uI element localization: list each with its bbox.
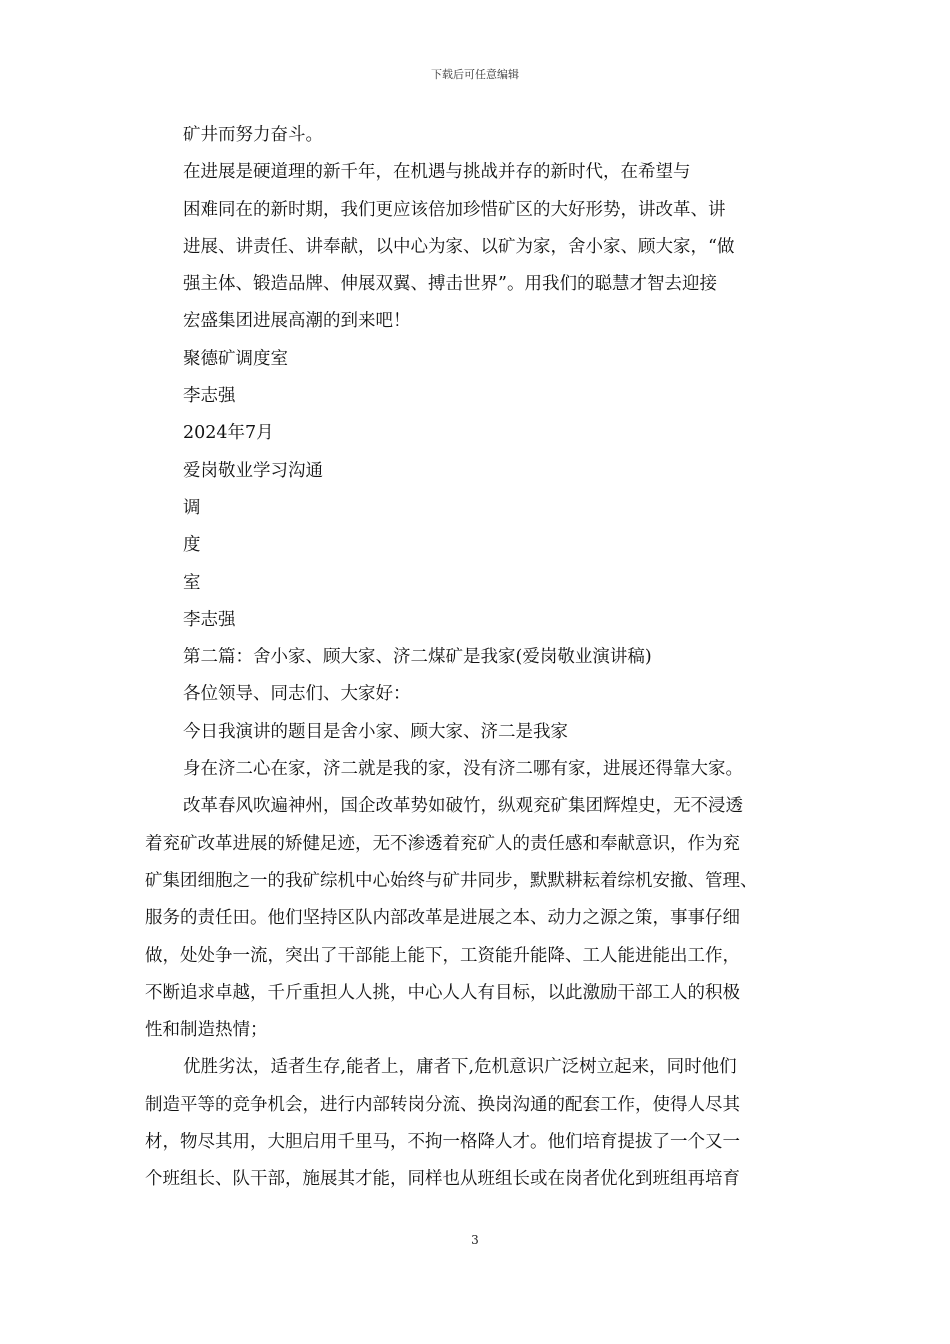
text-line: 困难同在的新时期，我们更应该倍加珍惜矿区的大好形势，讲改革、讲 [183, 199, 726, 220]
text-line: 性和制造热情； [145, 1020, 268, 1041]
text-line: 身在济二心在家，济二就是我的家，没有济二哪有家，进展还得靠大家。 [183, 759, 743, 780]
text-line: 李志强 [183, 609, 236, 630]
text-line: 制造平等的竞争机会，进行内部转岗分流、换岗沟通的配套工作，使得人尽其 [145, 1094, 740, 1115]
text-line: 做，处处争一流，突出了干部能上能下，工资能升能降、工人能进能出工作， [145, 945, 740, 966]
text-line: 第二篇：舍小家、顾大家、济二煤矿是我家(爱岗敬业演讲稿) [183, 647, 652, 668]
text-line: 爱岗敬业学习沟通 [183, 460, 323, 481]
text-line: 在进展是硬道理的新千年，在机遇与挑战并存的新时代，在希望与 [183, 162, 691, 183]
text-line: 2024年7月 [183, 423, 274, 444]
page-number: 3 [471, 1233, 479, 1247]
text-line: 室 [183, 572, 201, 593]
text-line: 强主体、锻造品牌、伸展双翼、搏击世界”。用我们的聪慧才智去迎接 [183, 274, 717, 295]
text-line: 材，物尽其用，大胆启用千里马，不拘一格降人才。他们培育提拔了一个又一 [145, 1132, 740, 1153]
text-line: 矿井而努力奋斗。 [183, 125, 323, 145]
text-line: 调 [183, 497, 201, 518]
text-line: 优胜劣汰，适者生存,能者上，庸者下,危机意识广泛树立起来，同时他们 [183, 1057, 737, 1078]
text-line: 今日我演讲的题目是舍小家、顾大家、济二是我家 [183, 721, 568, 742]
text-line: 度 [183, 535, 201, 556]
text-line: 进展、讲责任、讲奉献，以中心为家、以矿为家，舍小家、顾大家，“做 [183, 236, 735, 257]
text-line: 个班组长、队干部，施展其才能，同样也从班组长或在岗者优化到班组再培育 [145, 1169, 740, 1190]
text-line: 改革春风吹遍神州，国企改革势如破竹，纵观兖矿集团辉煌史，无不浸透 [183, 796, 743, 817]
text-line: 矿集团细胞之一的我矿综机中心始终与矿井同步，默默耕耘着综机安撤、管理、 [145, 870, 758, 891]
document-body [145, 117, 815, 1199]
text-line: 李志强 [183, 386, 236, 407]
text-line: 聚德矿调度室 [183, 348, 288, 369]
page-header: 下载后可任意编辑 [431, 68, 519, 81]
text-line: 不断追求卓越，千斤重担人人挑，中心人人有目标，以此激励干部工人的积极 [145, 982, 740, 1003]
text-line: 服务的责任田。他们坚持区队内部改革是进展之本、动力之源之策，事事仔细 [145, 908, 740, 929]
text-line: 各位领导、同志们、大家好： [183, 684, 411, 705]
text-line: 着兖矿改革进展的矫健足迹，无不渗透着兖矿人的责任感和奉献意识，作为兖 [145, 833, 740, 854]
text-line: 宏盛集团进展高潮的到来吧！ [183, 311, 411, 332]
